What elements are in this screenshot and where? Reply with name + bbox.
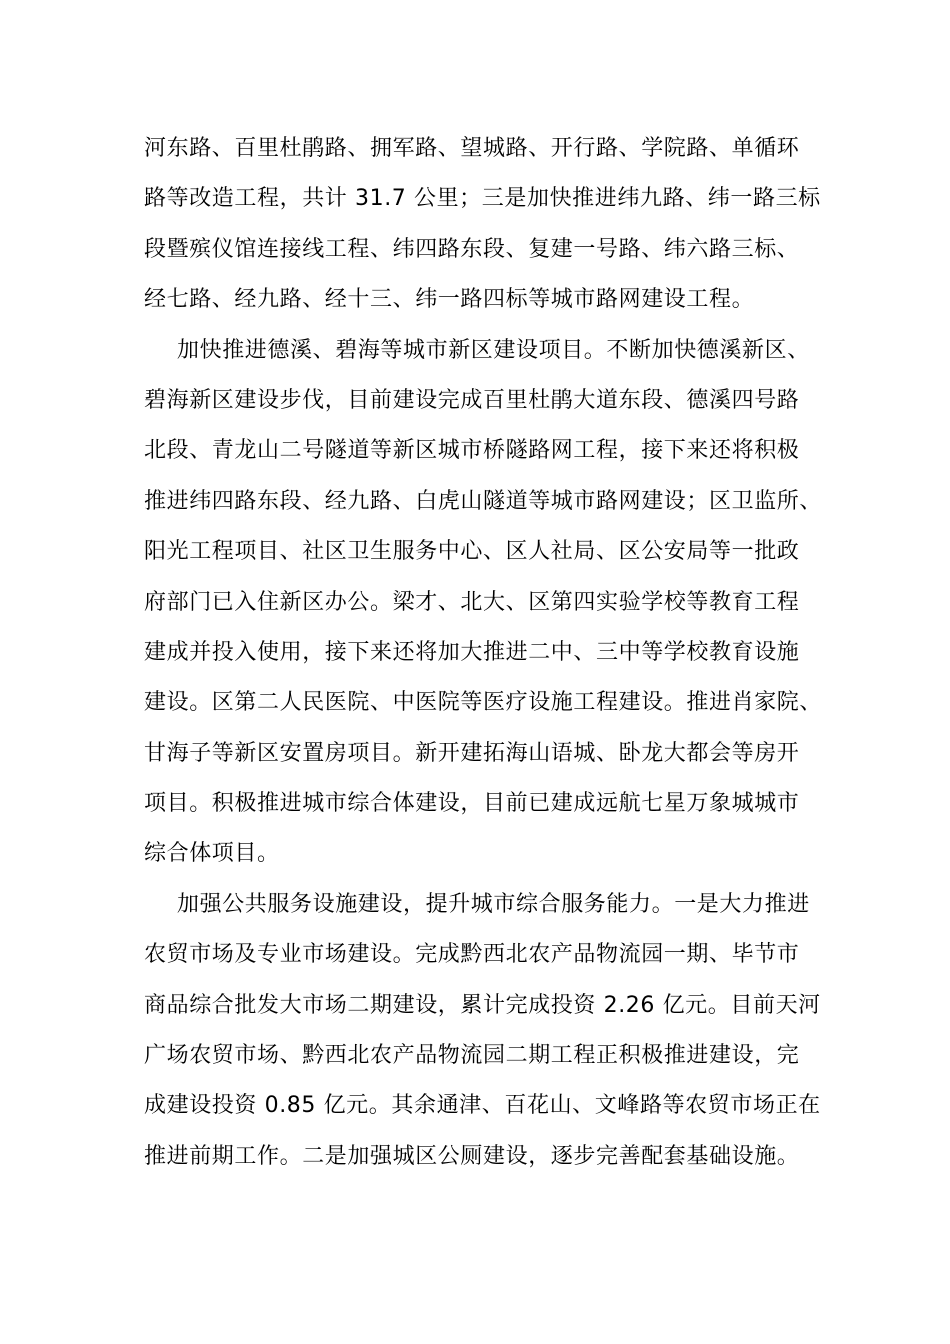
paragraph-line: 农贸市场及专业市场建设。完成黔西北农产品物流园一期、毕节市 xyxy=(144,942,800,968)
paragraph-line: 商品综合批发大市场二期建设，累计完成投资 2.26 亿元。目前天河 xyxy=(144,992,821,1018)
paragraph-line: 阳光工程项目、社区卫生服务中心、区人社局、区公安局等一批政 xyxy=(144,539,800,565)
document-body xyxy=(144,124,823,1182)
paragraph-2 xyxy=(144,326,823,880)
paragraph-line: 河东路、百里杜鹃路、拥军路、望城路、开行路、学院路、单循环 xyxy=(144,136,800,161)
paragraph-line: 综合体项目。 xyxy=(144,841,280,867)
paragraph-line: 甘海子等新区安置房项目。新开建拓海山语城、卧龙大都会等房开 xyxy=(144,740,800,766)
paragraph-line: 推进纬四路东段、经九路、白虎山隧道等城市路网建设；区卫监所、 xyxy=(144,488,823,514)
paragraph-line: 路等改造工程，共计 31.7 公里；三是加快推进纬九路、纬一路三标 xyxy=(144,186,821,212)
paragraph-line: 加快推进德溪、碧海等城市新区建设项目。不断加快德溪新区、 xyxy=(177,337,810,363)
paragraph-line: 广场农贸市场、黔西北农产品物流园二期工程正积极推进建设，完 xyxy=(144,1043,800,1069)
paragraph-3 xyxy=(144,880,821,1182)
paragraph-line: 北段、青龙山二号隧道等新区城市桥隧路网工程，接下来还将积极 xyxy=(144,438,800,464)
paragraph-line: 经七路、经九路、经十三、纬一路四标等城市路网建设工程。 xyxy=(144,287,755,313)
paragraph-line: 段暨殡仪馆连接线工程、纬四路东段、复建一号路、纬六路三标、 xyxy=(144,236,800,262)
paragraph-line: 碧海新区建设步伐，目前建设完成百里杜鹃大道东段、德溪四号路 xyxy=(144,387,800,413)
paragraph-line: 建成并投入使用，接下来还将加大推进二中、三中等学校教育设施 xyxy=(144,639,800,665)
paragraph-line: 建设。区第二人民医院、中医院等医疗设施工程建设。推进肖家院、 xyxy=(144,690,823,716)
paragraph-line: 项目。积极推进城市综合体建设，目前已建成远航七星万象城城市 xyxy=(144,791,800,817)
paragraph-line: 府部门已入住新区办公。梁才、北大、区第四实验学校等教育工程 xyxy=(144,589,800,615)
paragraph-line: 成建设投资 0.85 亿元。其余通津、百花山、文峰路等农贸市场正在 xyxy=(144,1093,821,1119)
paragraph-line: 推进前期工作。二是加强城区公厕建设，逐步完善配套基础设施。 xyxy=(144,1143,800,1169)
paragraph-line: 加强公共服务设施建设，提升城市综合服务能力。一是大力推进 xyxy=(177,891,810,917)
paragraph-1 xyxy=(144,124,821,326)
